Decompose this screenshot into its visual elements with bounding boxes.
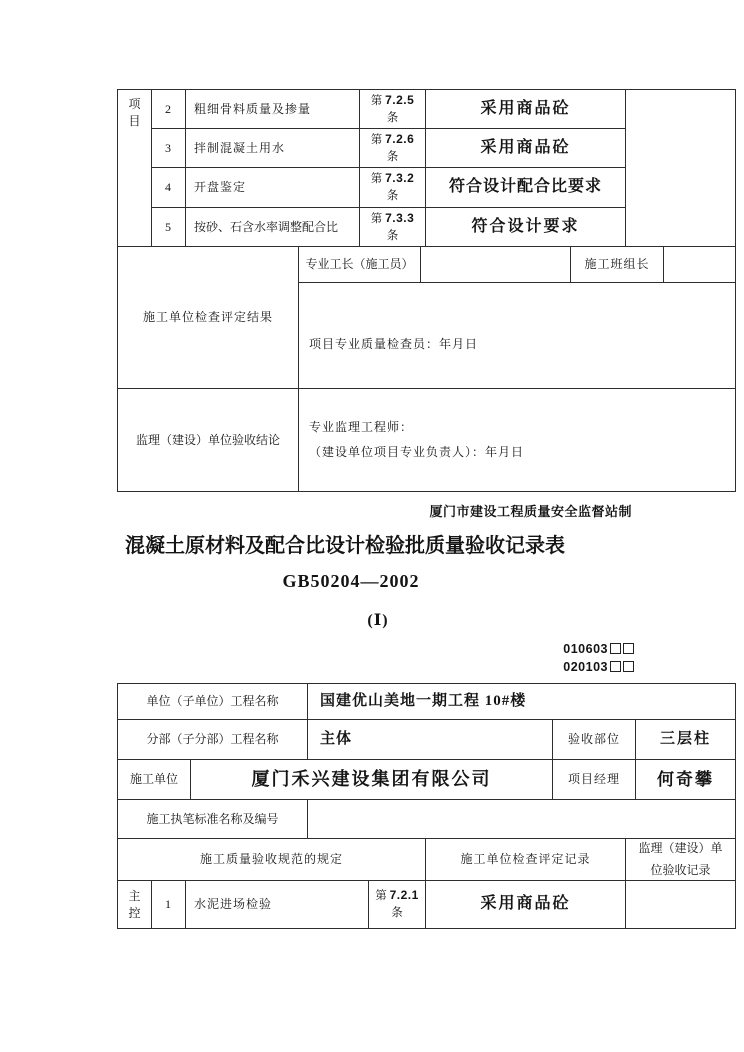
control-category-label: 主控: [118, 881, 152, 929]
row-number: 1: [152, 881, 186, 929]
contractor-value: 厦门禾兴建设集团有限公司: [191, 760, 553, 800]
row-number: 2: [152, 90, 186, 129]
item-cell: 水泥进场检验: [186, 881, 369, 929]
acceptance-position-label: 验收部位: [553, 720, 636, 760]
code-checkbox: [610, 661, 621, 672]
foreman-signature-cell: [421, 247, 571, 283]
result-cell: 采用商品砼: [426, 881, 626, 929]
project-column-header: 项目: [118, 90, 152, 247]
clause-cell: 第 7.2.5 条: [360, 90, 426, 129]
supervision-record-empty-cell: [626, 881, 736, 929]
row-number: 3: [152, 129, 186, 168]
code-checkbox: [623, 661, 634, 672]
supervision-conclusion-body: [299, 389, 736, 492]
unit-name-label: 单位（子单位）工程名称: [118, 684, 308, 720]
contractor-check-header: 施工单位检查评定记录: [426, 839, 626, 881]
page-title: 混凝土原材料及配合比设计检验批质量验收记录表: [125, 535, 565, 557]
code-line: 020103: [563, 658, 634, 676]
supervision-record-empty-cell: [626, 90, 736, 247]
execution-standard-value: [308, 800, 736, 839]
code-line: 010603: [563, 640, 634, 658]
clause-cell: 第 7.3.3 条: [360, 208, 426, 247]
issuing-authority-note: 厦门市建设工程质量安全监督站制: [429, 504, 632, 519]
classification-codes: [563, 640, 634, 676]
supervision-conclusion-label: 监理（建设）单位验收结论: [118, 389, 299, 492]
clause-cell: 第 7.2.1 条: [369, 881, 426, 929]
item-cell: 拌制混凝土用水: [186, 129, 360, 168]
foreman-label: 专业工长（施工员）: [299, 247, 421, 283]
row-number: 5: [152, 208, 186, 247]
result-cell: 采用商品砼: [426, 129, 626, 168]
inspector-line: 项目专业质量检查员：年月日: [299, 283, 736, 389]
result-cell: 符合设计要求: [426, 208, 626, 247]
evaluation-result-label: 施工单位检查评定结果: [118, 247, 299, 389]
clause-cell: 第 7.3.2 条: [360, 168, 426, 208]
clause-cell: 第 7.2.6 条: [360, 129, 426, 168]
supervision-engineer-line: 专业监理工程师：: [309, 419, 414, 434]
top-table: [117, 89, 736, 247]
project-manager-value: 何奇攀: [636, 760, 736, 800]
division-name-value: 主体: [308, 720, 553, 760]
code-checkbox: [623, 643, 634, 654]
standard-number: GB50204—2002: [282, 571, 420, 591]
signoff-table: [117, 246, 736, 492]
info-table: [117, 683, 736, 929]
result-cell: 采用商品砼: [426, 90, 626, 129]
supervision-owner-line: （建设单位项目专业负责人）：年月日: [309, 445, 525, 459]
unit-name-value: 国建优山美地一期工程 10#楼: [308, 684, 736, 720]
execution-standard-label: 施工执笔标准名称及编号: [118, 800, 308, 839]
item-cell: 按砂、石含水率调整配合比: [186, 208, 360, 247]
code-checkbox: [610, 643, 621, 654]
acceptance-position-value: 三层柱: [636, 720, 736, 760]
division-name-label: 分部（子分部）工程名称: [118, 720, 308, 760]
project-manager-label: 项目经理: [553, 760, 636, 800]
crew-leader-label: 施工班组长: [571, 247, 664, 283]
item-cell: 粗细骨料质量及掺量: [186, 90, 360, 129]
result-cell: 符合设计配合比要求: [426, 168, 626, 208]
supervision-record-header: 监理（建设）单位验收记录: [626, 839, 736, 881]
spec-requirements-header: 施工质量验收规范的规定: [118, 839, 426, 881]
contractor-label: 施工单位: [118, 760, 191, 800]
part-number: (Ⅰ): [367, 612, 389, 629]
crew-leader-signature-cell: [664, 247, 736, 283]
item-cell: 开盘鉴定: [186, 168, 360, 208]
row-number: 4: [152, 168, 186, 208]
